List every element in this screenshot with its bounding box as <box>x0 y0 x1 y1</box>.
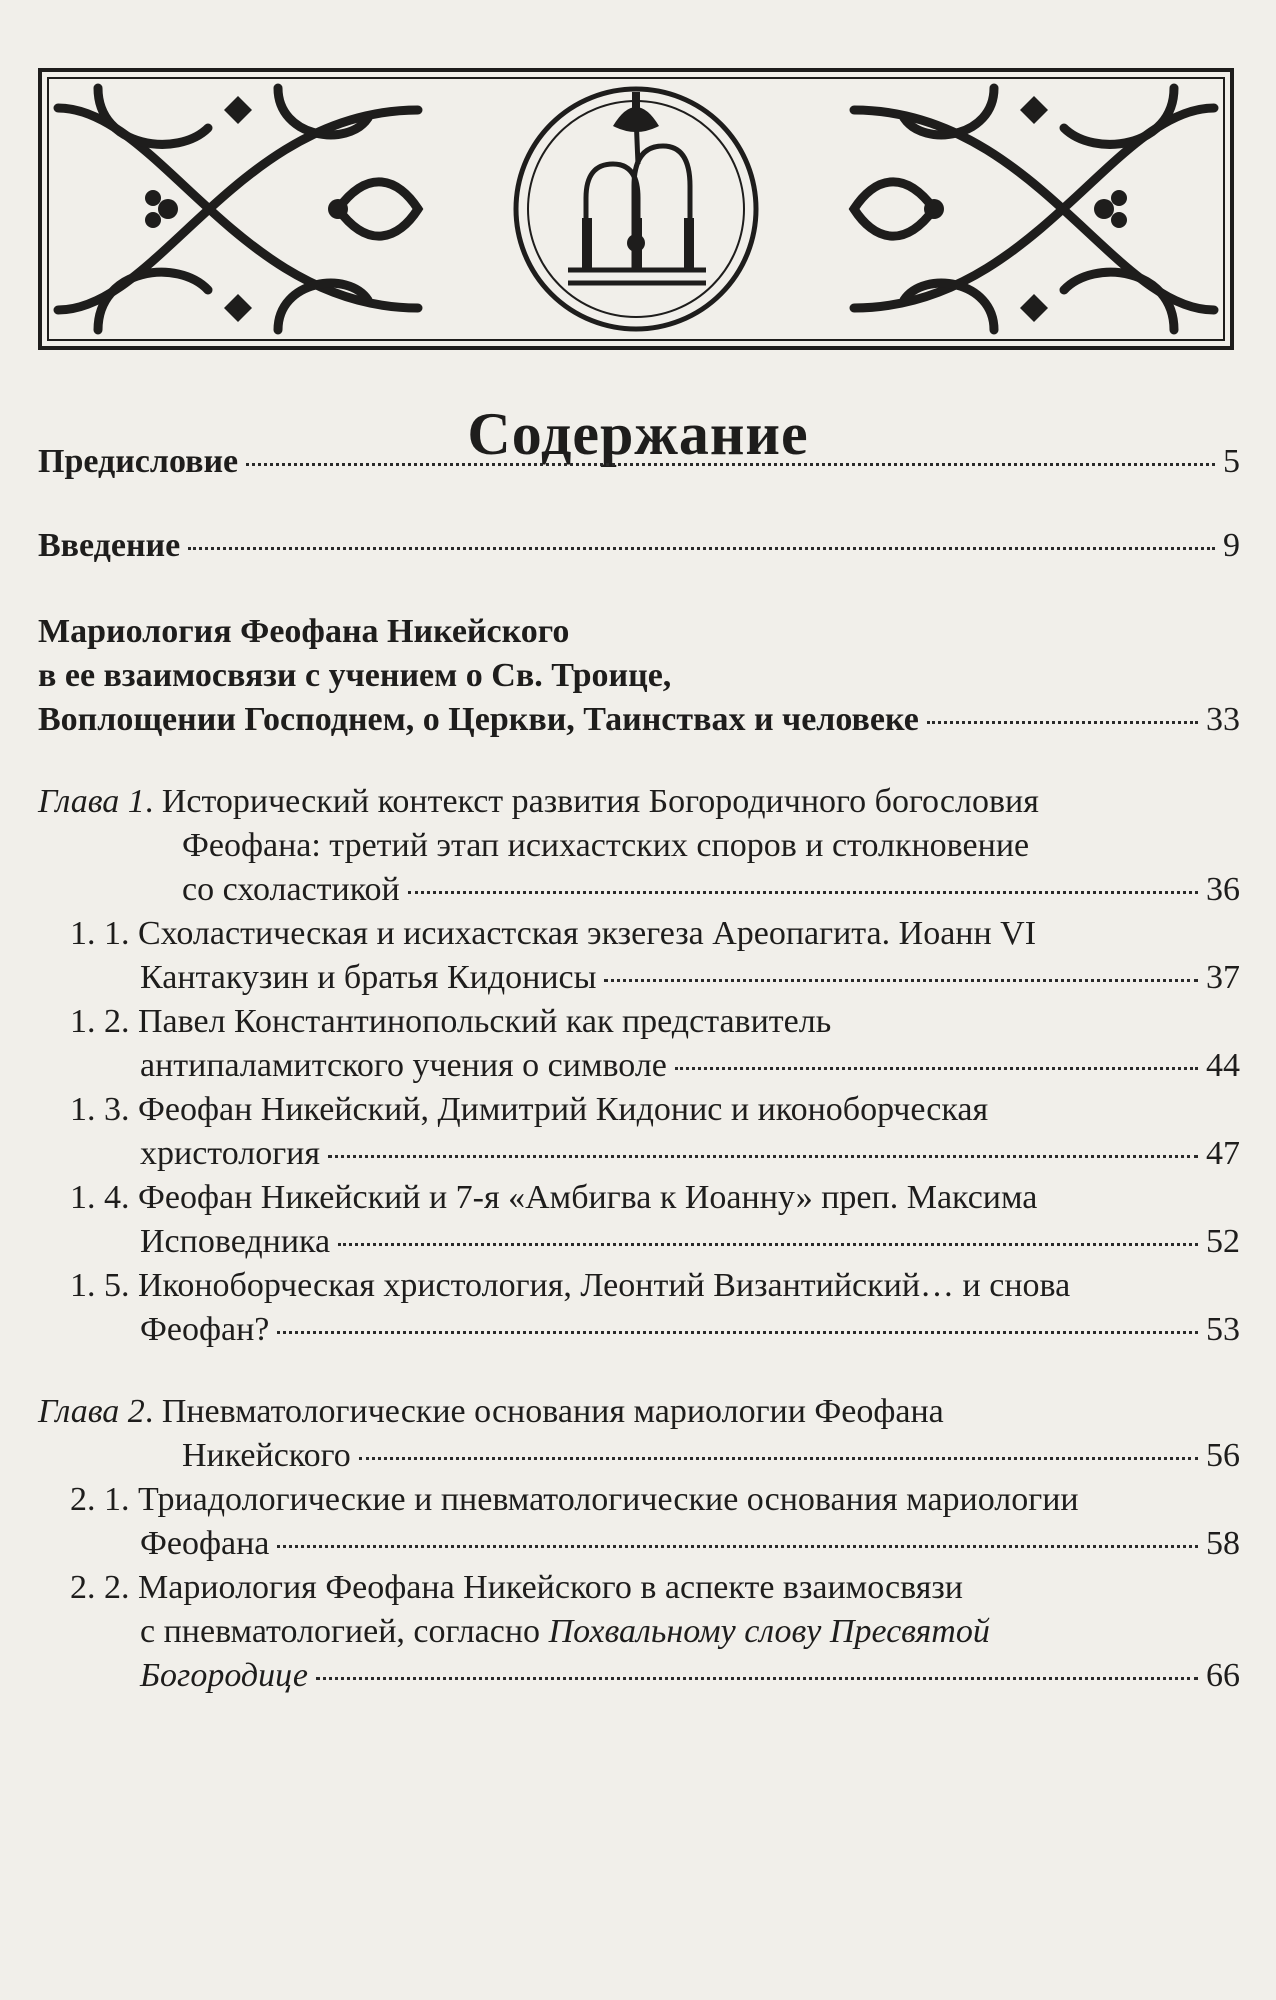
toc-entry-section-1-4[interactable] <box>140 1220 1240 1264</box>
section-line-2: Феофан? <box>140 1311 270 1348</box>
page-number: 33 <box>1206 701 1240 738</box>
section-1-1-line-1: 1. 1. Схоластическая и исихастская экзегеза Ареопагита. Иоанн VI <box>70 915 1037 952</box>
page-number: 5 <box>1223 443 1240 480</box>
page-number: 47 <box>1206 1135 1240 1172</box>
dot-leader <box>604 979 1198 982</box>
page-number: 58 <box>1206 1525 1240 1562</box>
chapter-1-line-1 <box>38 780 1039 824</box>
page-number: 44 <box>1206 1047 1240 1084</box>
page-number: 36 <box>1206 871 1240 908</box>
dot-leader <box>675 1067 1198 1070</box>
section-1-4-line-1: 1. 4. Феофан Никейский и 7-я «Амбигва к Иоанну» преп. Максима <box>70 1179 1038 1216</box>
page-number: 37 <box>1206 959 1240 996</box>
section-text: с пневматологией, согласно <box>140 1613 549 1650</box>
page-number: 66 <box>1206 1657 1240 1694</box>
page-number: 53 <box>1206 1311 1240 1348</box>
section-line-2: антипаламитского учения о символе <box>140 1047 667 1084</box>
page-number: 52 <box>1206 1223 1240 1260</box>
chapter-1-line-3: со схоластикой <box>182 871 400 908</box>
section-line-2: Исповедника <box>140 1223 331 1260</box>
toc-entry-part[interactable] <box>38 698 1240 742</box>
part-title-line-2: в ее взаимосвязи с учением о Св. Троице, <box>38 657 672 694</box>
chapter-label: Глава 2 <box>38 1393 145 1430</box>
toc-entry-section-1-5[interactable] <box>140 1308 1240 1352</box>
toc-entry-section-1-1[interactable] <box>140 956 1240 1000</box>
dot-leader <box>338 1243 1198 1246</box>
chapter-label: Глава 1 <box>38 783 145 820</box>
section-1-5-line-1: 1. 5. Иконоборческая христология, Леонтий Византийский… и снова <box>70 1267 1071 1304</box>
section-line-2: христология <box>140 1135 320 1172</box>
part-title-line-1: Мариология Феофана Никейского <box>38 613 570 650</box>
chapter-title: . Исторический контекст развития Богородичного богословия <box>144 783 1039 820</box>
work-title: Похвальному слову Пресвятой <box>548 1613 990 1650</box>
entry-title: Предисловие <box>38 443 239 480</box>
page-number: 56 <box>1206 1437 1240 1474</box>
chapter-title: . Пневматологические основания мариологии Феофана <box>144 1393 944 1430</box>
page-title: Содержание <box>467 401 809 467</box>
section-1-3-line-1: 1. 3. Феофан Никейский, Димитрий Кидонис и иконоборческая <box>70 1091 989 1128</box>
toc-entry-section-2-1[interactable] <box>140 1522 1240 1566</box>
dot-leader <box>359 1457 1198 1460</box>
toc-entry-section-1-2[interactable] <box>140 1044 1240 1088</box>
dot-leader <box>328 1155 1198 1158</box>
section-1-2-line-1: 1. 2. Павел Константинопольский как представитель <box>70 1003 832 1040</box>
section-2-2-line-1: 2. 2. Мариология Феофана Никейского в аспекте взаимосвязи <box>70 1569 963 1606</box>
section-line-2: Феофана <box>140 1525 270 1562</box>
toc-entry-section-2-2[interactable] <box>140 1654 1240 1698</box>
dot-leader <box>246 463 1215 466</box>
church-medallion-icon <box>516 89 756 329</box>
dot-leader <box>927 721 1198 724</box>
toc-entry-preface[interactable] <box>38 440 1240 484</box>
dot-leader <box>316 1677 1198 1680</box>
dot-leader <box>408 891 1198 894</box>
page-number: 9 <box>1223 527 1240 564</box>
chapter-1-line-2: Феофана: третий этап исихастских споров и столкновение <box>182 827 1030 864</box>
chapter-2-line-2: Никейского <box>182 1437 351 1474</box>
entry-title: Введение <box>38 527 181 564</box>
toc-entry-chapter-2[interactable] <box>182 1434 1240 1478</box>
section-2-2-line-2 <box>140 1610 990 1654</box>
dot-leader <box>277 1545 1198 1548</box>
toc-entry-introduction[interactable] <box>38 524 1240 568</box>
ornament-banner <box>38 68 1234 350</box>
section-line-2: Кантакузин и братья Кидонисы <box>140 959 597 996</box>
work-title-continued: Богородице <box>140 1657 309 1694</box>
chapter-2-line-1 <box>38 1390 944 1434</box>
dot-leader <box>277 1331 1198 1334</box>
toc-entry-chapter-1[interactable] <box>182 868 1240 912</box>
part-title-line-3: Воплощении Господнем, о Церкви, Таинствах и человеке <box>38 701 919 738</box>
section-2-1-line-1: 2. 1. Триадологические и пневматологические основания мариологии <box>70 1481 1079 1518</box>
dot-leader <box>188 547 1215 550</box>
toc-entry-section-1-3[interactable] <box>140 1132 1240 1176</box>
